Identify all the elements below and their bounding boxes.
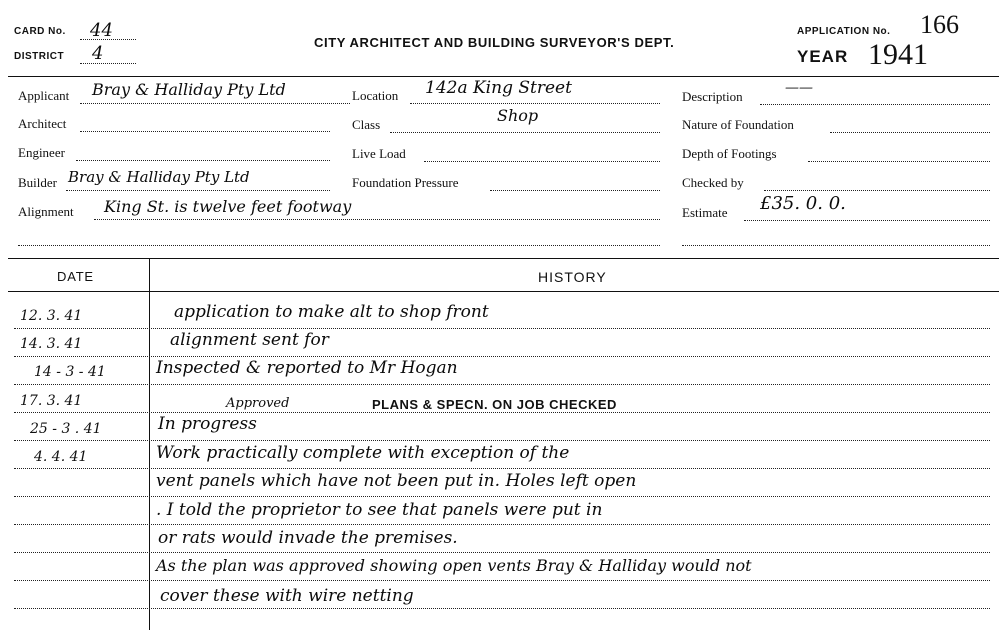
table-row-date: 12. 3. 41 xyxy=(20,308,83,324)
table-row-text: Work practically complete with exception of the xyxy=(156,443,570,463)
table-row-text: . I told the proprietor to see that panels were put in xyxy=(156,500,603,520)
year-value: 1941 xyxy=(868,38,928,71)
card-no-value: 44 xyxy=(90,20,113,41)
location-label: Location xyxy=(352,88,399,103)
department-title: CITY ARCHITECT AND BUILDING SURVEYOR'S DEPT. xyxy=(314,35,675,50)
district-value: 4 xyxy=(92,43,104,64)
table-row-date: 4. 4. 41 xyxy=(34,449,88,465)
description-label: Description xyxy=(682,89,743,104)
builder-value: Bray & Halliday Pty Ltd xyxy=(68,168,250,186)
date-column-divider xyxy=(149,259,150,630)
alignment-label: Alignment xyxy=(18,204,74,219)
fields-divider xyxy=(8,258,999,259)
history-column-header: HISTORY xyxy=(538,269,607,285)
table-row-text: application to make alt to shop front xyxy=(174,302,489,322)
date-column-header: DATE xyxy=(57,269,94,284)
table-row-text: vent panels which have not been put in. Holes left open xyxy=(156,471,637,491)
table-row-date: 14. 3. 41 xyxy=(20,336,83,352)
table-row-date: 14 - 3 - 41 xyxy=(34,364,106,380)
foundation-pressure-label: Foundation Pressure xyxy=(352,175,459,190)
table-row-text: In progress xyxy=(158,414,257,434)
engineer-label: Engineer xyxy=(18,145,65,160)
table-row-text: Inspected & reported to Mr Hogan xyxy=(156,358,458,378)
description-value: —— xyxy=(785,80,813,96)
table-row-date: 17. 3. 41 xyxy=(20,393,83,409)
alignment-value: King St. is twelve feet footway xyxy=(104,197,352,216)
application-no-label: APPLICATION No. xyxy=(797,26,891,37)
class-value: Shop xyxy=(497,106,539,125)
applicant-label: Applicant xyxy=(18,88,70,103)
estimate-label: Estimate xyxy=(682,205,728,220)
table-row-text: or rats would invade the premises. xyxy=(158,528,458,548)
table-row-date: 25 - 3 . 41 xyxy=(30,421,102,437)
estimate-value: £35. 0. 0. xyxy=(760,193,846,214)
applicant-value: Bray & Halliday Pty Ltd xyxy=(92,80,286,99)
location-value: 142a King Street xyxy=(425,78,572,98)
nature-of-foundation-label: Nature of Foundation xyxy=(682,117,794,132)
application-no-value: 166 xyxy=(920,10,959,39)
table-row-text: Approved xyxy=(226,396,290,411)
table-row-text: As the plan was approved showing open vents Bray & Halliday would not xyxy=(156,556,752,575)
year-label: YEAR xyxy=(797,47,849,66)
table-row-text: cover these with wire netting xyxy=(160,586,414,606)
builder-label: Builder xyxy=(18,175,57,190)
card-no-label: CARD No. xyxy=(14,26,66,37)
live-load-label: Live Load xyxy=(352,146,406,161)
plans-checked-stamp: PLANS & SPECN. ON JOB CHECKED xyxy=(372,397,617,412)
header-divider xyxy=(8,76,999,77)
checked-by-label: Checked by xyxy=(682,175,744,190)
district-label: DISTRICT xyxy=(14,51,65,62)
district-line xyxy=(80,63,136,64)
class-label: Class xyxy=(352,117,381,132)
architect-label: Architect xyxy=(18,116,67,131)
table-header-line xyxy=(8,291,999,292)
depth-of-footings-label: Depth of Footings xyxy=(682,146,777,161)
table-row-text: alignment sent for xyxy=(170,330,329,350)
